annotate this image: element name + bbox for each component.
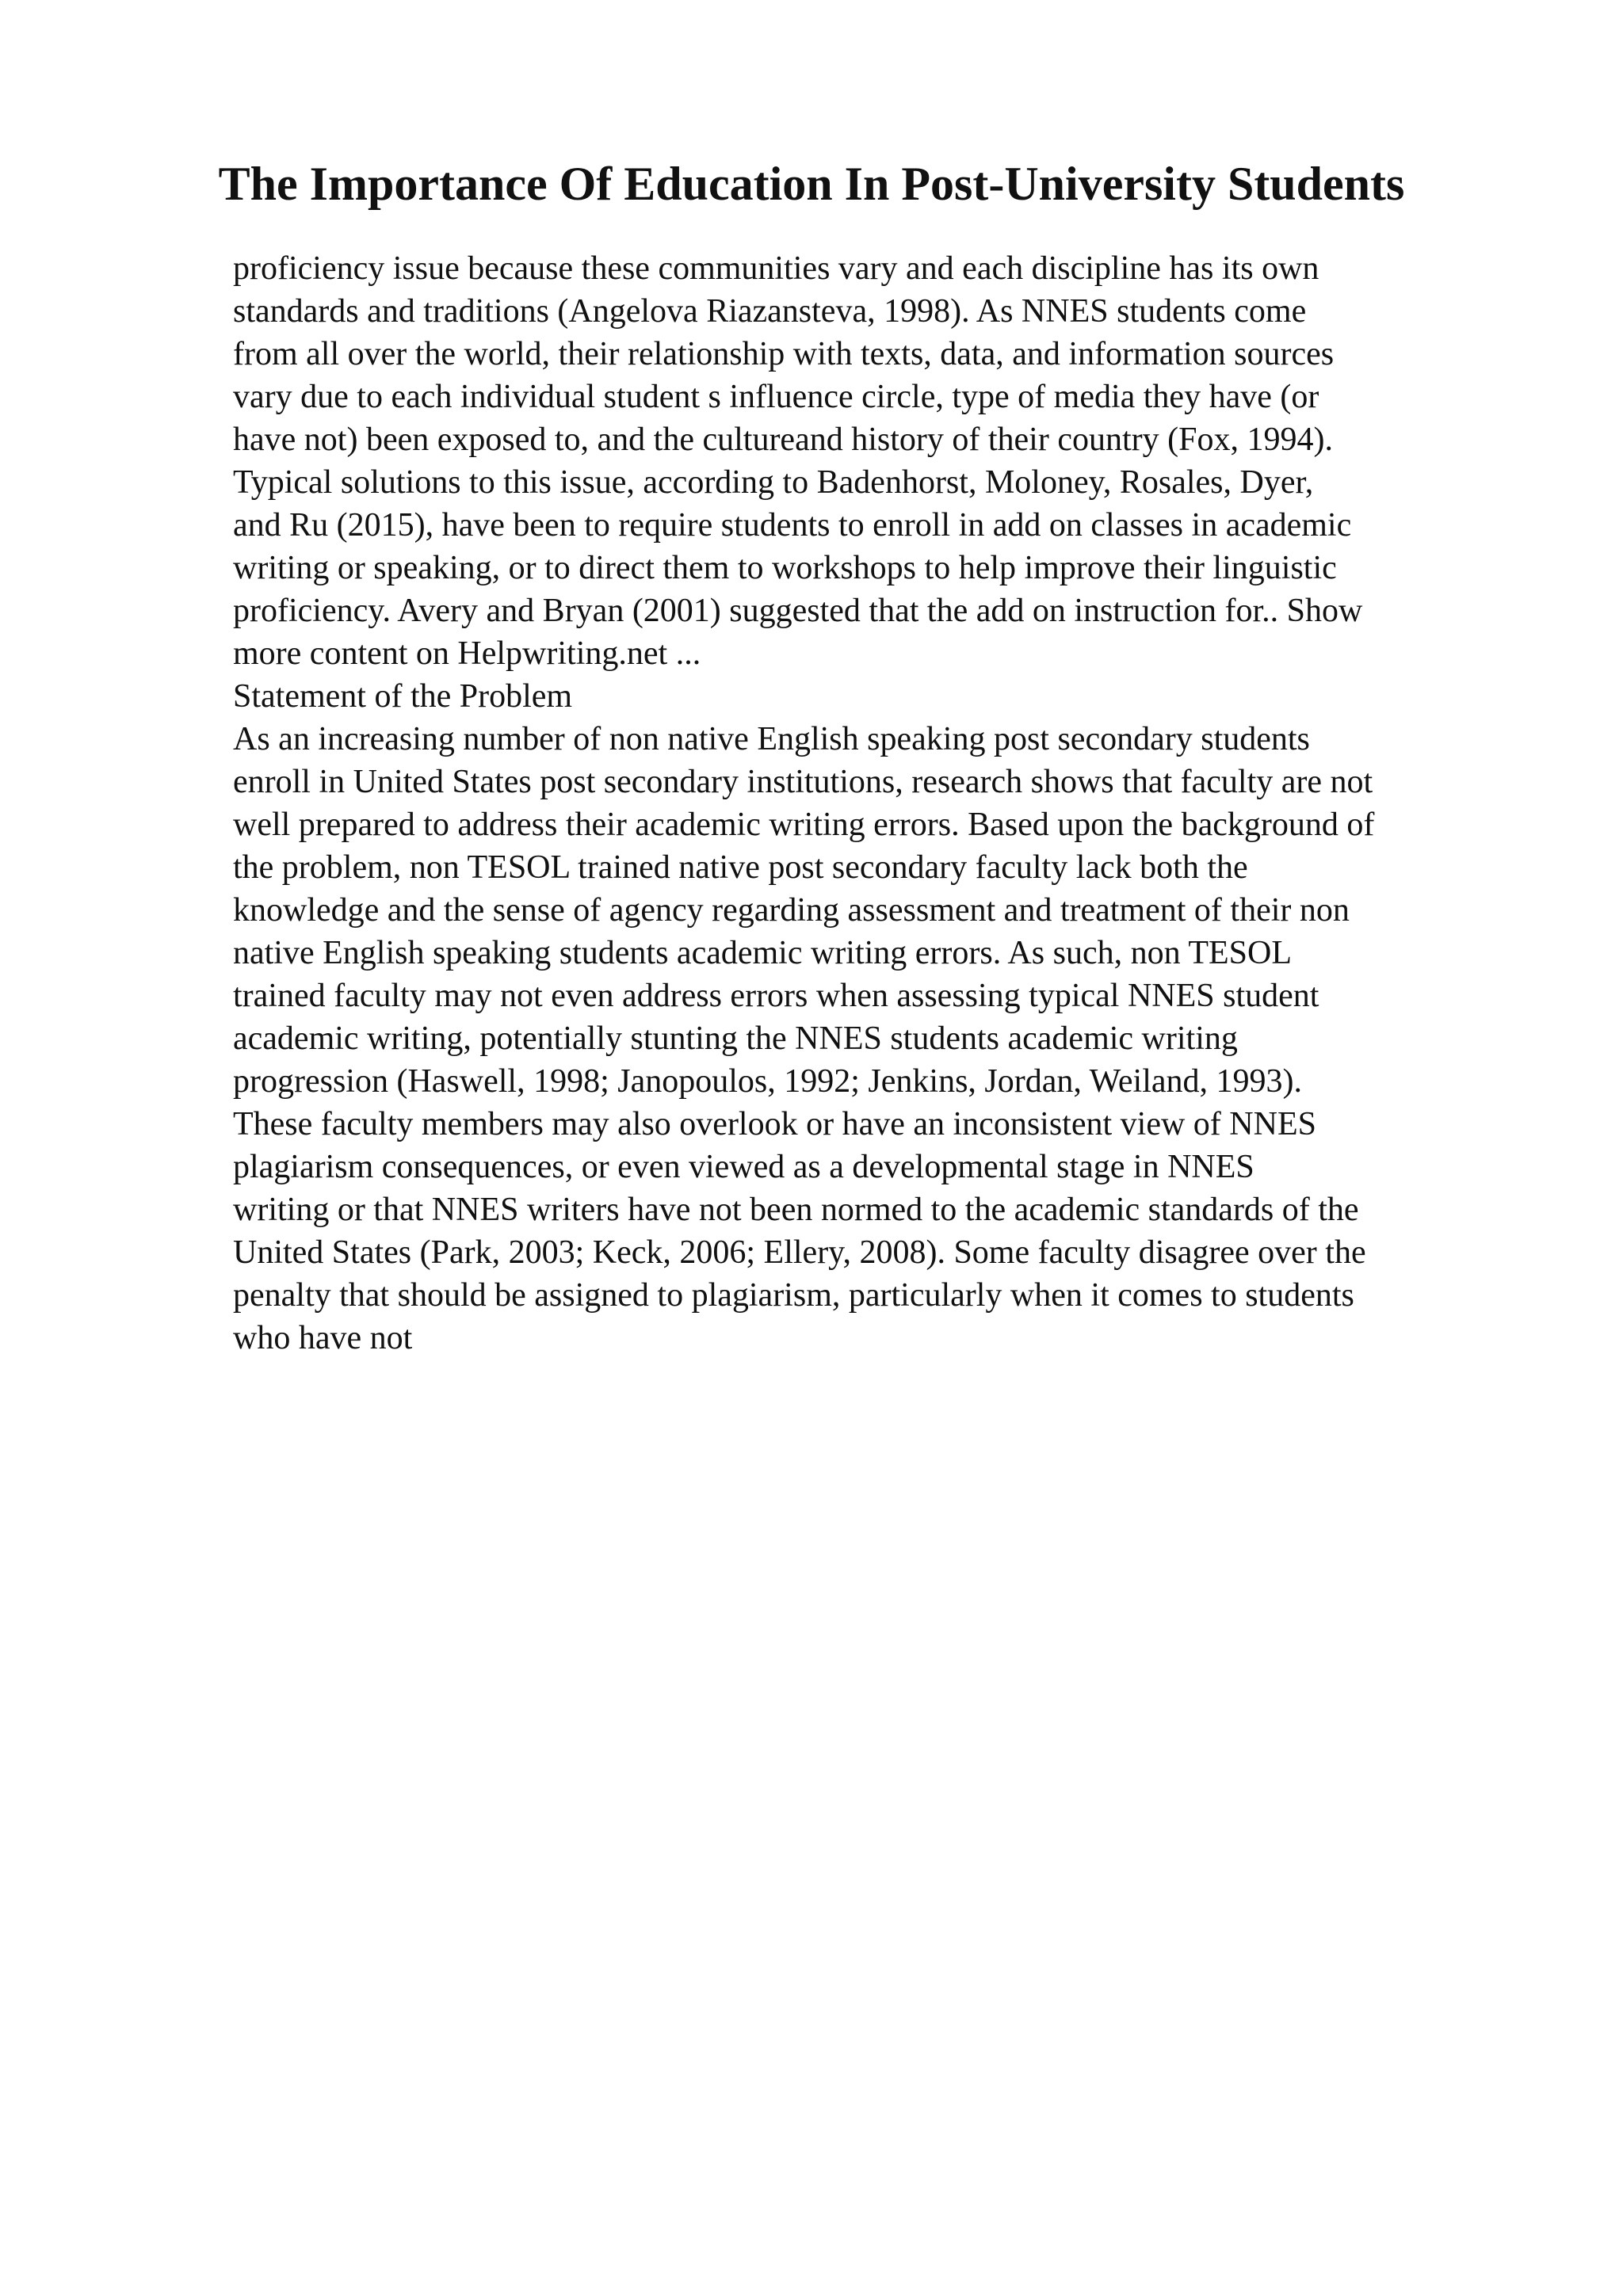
body-line: vary due to each individual student s influence circle, type of media they have (or: [233, 379, 1319, 415]
body-line: native English speaking students academic writing errors. As such, non TESOL: [233, 935, 1292, 971]
body-line: writing or that NNES writers have not been normed to the academic standards of the: [233, 1192, 1359, 1228]
body-line: and Ru (2015), have been to require students to enroll in add on classes in academic: [233, 507, 1352, 543]
body-line: proficiency. Avery and Bryan (2001) suggested that the add on instruction for.. Show: [233, 593, 1363, 629]
section-heading: Statement of the Problem: [233, 678, 573, 715]
body-line: United States (Park, 2003; Keck, 2006; Ellery, 2008). Some faculty disagree over the: [233, 1234, 1366, 1271]
body-line: writing or speaking, or to direct them to workshops to help improve their linguistic: [233, 550, 1337, 586]
body-line: Typical solutions to this issue, according to Badenhorst, Moloney, Rosales, Dyer,: [233, 464, 1314, 501]
body-line: These faculty members may also overlook or have an inconsistent view of NNES: [233, 1106, 1316, 1142]
body-line: plagiarism consequences, or even viewed as a developmental stage in NNES: [233, 1149, 1254, 1185]
body-line: proficiency issue because these communities vary and each discipline has its own: [233, 250, 1319, 287]
body-line: knowledge and the sense of agency regarding assessment and treatment of their non: [233, 892, 1350, 929]
body-line: trained faculty may not even address errors when assessing typical NNES student: [233, 978, 1319, 1014]
body-line: who have not: [233, 1320, 413, 1356]
document-title: The Importance Of Education In Post-University Students: [218, 158, 1405, 210]
show-more-link-line: more content on Helpwriting.net ...: [233, 635, 701, 672]
document-body: [233, 247, 1596, 1360]
body-line: penalty that should be assigned to plagiarism, particularly when it comes to students: [233, 1277, 1354, 1314]
body-line: enroll in United States post secondary institutions, research shows that faculty are not: [233, 764, 1373, 800]
body-line: from all over the world, their relationship with texts, data, and information sources: [233, 336, 1335, 372]
body-line: As an increasing number of non native English speaking post secondary students: [233, 721, 1310, 757]
body-line: standards and traditions (Angelova Riazansteva, 1998). As NNES students come: [233, 293, 1307, 330]
body-line: have not) been exposed to, and the cultureand history of their country (Fox, 1994).: [233, 421, 1333, 458]
body-line: well prepared to address their academic writing errors. Based upon the background of: [233, 807, 1375, 843]
body-line: the problem, non TESOL trained native post secondary faculty lack both the: [233, 849, 1248, 886]
body-line: progression (Haswell, 1998; Janopoulos, 1992; Jenkins, Jordan, Weiland, 1993).: [233, 1063, 1303, 1100]
body-line: academic writing, potentially stunting the NNES students academic writing: [233, 1020, 1238, 1057]
